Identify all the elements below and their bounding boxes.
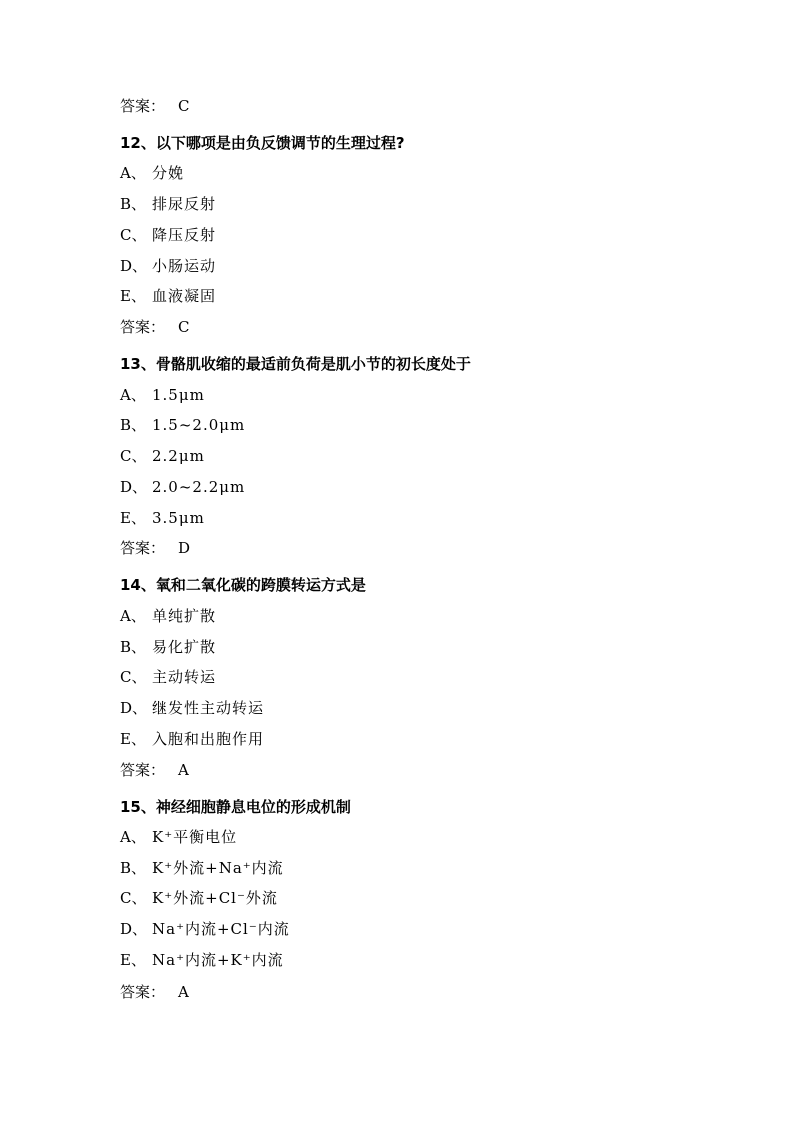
- option-item: [120, 918, 290, 940]
- option-item: [120, 728, 264, 750]
- option-text: K⁺外流+Na⁺内流: [152, 859, 284, 877]
- answer-label: 答案：: [120, 318, 166, 336]
- option-letter: C、: [120, 226, 147, 244]
- answer-value: C: [178, 97, 190, 115]
- answer-label: 答案：: [120, 97, 166, 115]
- option-item: [120, 476, 245, 498]
- option-letter: D、: [120, 257, 148, 275]
- option-item: [120, 826, 237, 848]
- option-text: 小肠运动: [152, 257, 217, 275]
- answer-value: A: [178, 761, 189, 779]
- option-letter: E、: [120, 951, 146, 969]
- option-letter: A、: [120, 828, 146, 846]
- option-item: [120, 193, 216, 215]
- answer-line: [120, 759, 189, 781]
- answer-line: [120, 537, 190, 559]
- option-letter: E、: [120, 509, 146, 527]
- option-letter: B、: [120, 859, 147, 877]
- option-letter: E、: [120, 730, 146, 748]
- option-text: 血液凝固: [152, 287, 217, 305]
- option-text: K⁺外流+Cl⁻外流: [152, 889, 278, 907]
- option-letter: C、: [120, 447, 147, 465]
- answer-line: [120, 316, 189, 338]
- option-item: [120, 255, 216, 277]
- option-text: 2.0~2.2μm: [152, 478, 246, 496]
- option-text: 分娩: [152, 164, 185, 182]
- question-title: 12、以下哪项是由负反馈调节的生理过程?: [120, 134, 405, 152]
- option-item: [120, 384, 205, 406]
- option-text: 单纯扩散: [152, 607, 217, 625]
- option-item: [120, 414, 245, 436]
- option-item: [120, 636, 216, 658]
- option-text: K⁺平衡电位: [152, 828, 238, 846]
- option-text: 易化扩散: [152, 638, 217, 656]
- question-title: 14、氧和二氧化碳的跨膜转运方式是: [120, 576, 366, 594]
- option-letter: E、: [120, 287, 146, 305]
- option-item: [120, 666, 216, 688]
- option-letter: A、: [120, 386, 146, 404]
- question-title: 15、神经细胞静息电位的形成机制: [120, 798, 351, 816]
- option-letter: A、: [120, 607, 146, 625]
- option-text: 1.5~2.0μm: [152, 416, 246, 434]
- option-letter: C、: [120, 889, 147, 907]
- option-item: [120, 285, 216, 307]
- option-letter: B、: [120, 638, 147, 656]
- answer-label: 答案：: [120, 761, 166, 779]
- option-item: [120, 224, 216, 246]
- option-text: 主动转运: [152, 668, 217, 686]
- option-text: 2.2μm: [152, 447, 205, 465]
- option-item: [120, 162, 184, 184]
- option-item: [120, 949, 284, 971]
- option-letter: D、: [120, 699, 148, 717]
- option-letter: A、: [120, 164, 146, 182]
- option-letter: D、: [120, 920, 148, 938]
- answer-label: 答案：: [120, 539, 166, 557]
- answer-value: A: [178, 983, 189, 1001]
- option-letter: D、: [120, 478, 148, 496]
- option-text: Na⁺内流+Cl⁻内流: [152, 920, 290, 938]
- option-item: [120, 445, 205, 467]
- answer-value: D: [178, 539, 191, 557]
- option-letter: C、: [120, 668, 147, 686]
- answer-value: C: [178, 318, 190, 336]
- option-item: [120, 507, 205, 529]
- question-title: 13、骨骼肌收缩的最适前负荷是肌小节的初长度处于: [120, 355, 471, 373]
- option-text: Na⁺内流+K⁺内流: [152, 951, 284, 969]
- option-text: 继发性主动转运: [152, 699, 265, 717]
- option-text: 排尿反射: [152, 195, 217, 213]
- option-letter: B、: [120, 416, 147, 434]
- option-item: [120, 697, 264, 719]
- option-text: 入胞和出胞作用: [152, 730, 265, 748]
- answer-label: 答案：: [120, 983, 166, 1001]
- option-text: 降压反射: [152, 226, 217, 244]
- option-text: 1.5μm: [152, 386, 205, 404]
- option-letter: B、: [120, 195, 147, 213]
- option-text: 3.5μm: [152, 509, 205, 527]
- option-item: [120, 887, 278, 909]
- answer-line: [120, 95, 189, 117]
- option-item: [120, 857, 284, 879]
- answer-line: [120, 981, 189, 1003]
- option-item: [120, 605, 216, 627]
